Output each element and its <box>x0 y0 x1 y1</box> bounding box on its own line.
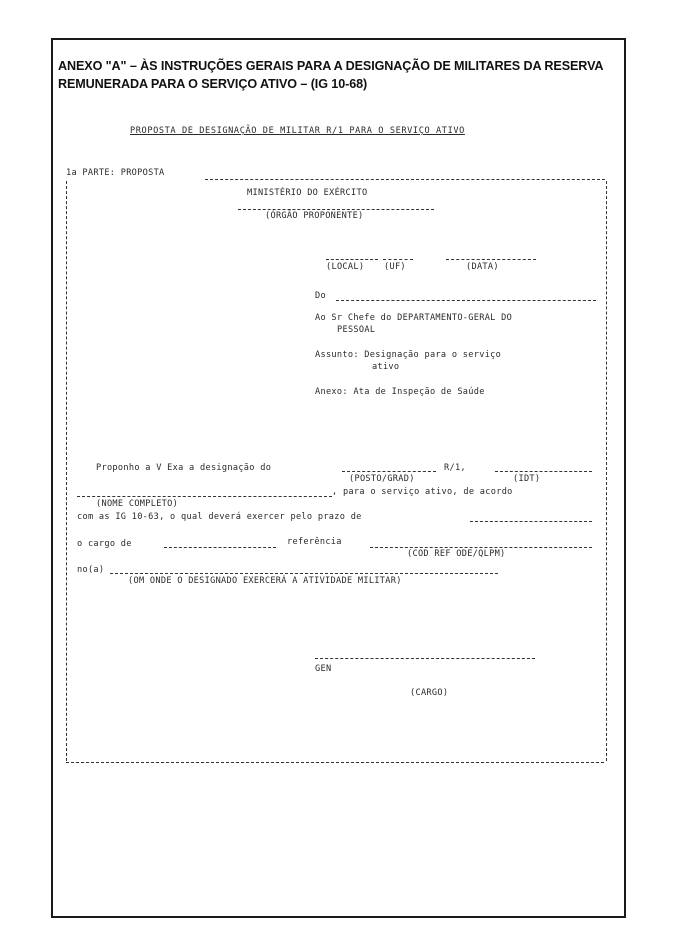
org-label: (ÓRGÃO PROPONENTE) <box>265 211 364 221</box>
box-right-border <box>606 181 607 761</box>
body-line-2: , para o serviço ativo, de acordo <box>332 487 513 497</box>
om-blank <box>110 573 498 574</box>
name-label: (NOME COMPLETO) <box>96 499 179 509</box>
uf-blank <box>383 259 413 260</box>
signature-blank <box>315 658 535 659</box>
om-label: (OM ONDE O DESIGNADO EXERCERÁ A ATIVIDADE MILITAR) <box>128 576 402 586</box>
cargo-label: (CARGO) <box>410 688 449 698</box>
form-title: PROPOSTA DE DESIGNAÇÃO DE MILITAR R/1 PARA O SERVIÇO ATIVO <box>130 126 465 136</box>
date-blank <box>446 259 536 260</box>
from-blank <box>336 300 596 301</box>
term-blank <box>470 521 592 522</box>
box-top-border <box>205 179 605 180</box>
gen-label: GEN <box>315 664 332 674</box>
from-label: Do <box>315 291 326 301</box>
attachment-line: Anexo: Ata de Inspeção de Saúde <box>315 387 485 397</box>
recipient-line-1: Ao Sr Chefe do DEPARTAMENTO-GERAL DO <box>315 313 513 323</box>
box-bottom-border <box>66 762 604 763</box>
box-left-border <box>66 181 67 761</box>
rank-blank <box>342 471 436 472</box>
uf-label: (UF) <box>384 262 406 272</box>
body-line-1: Proponho a V Exa a designação do <box>96 463 272 473</box>
name-blank <box>77 496 332 497</box>
date-label: (DATA) <box>466 262 499 272</box>
subject-line-1: Assunto: Designação para o serviço <box>315 350 502 360</box>
idt-label: (IDT) <box>513 474 541 484</box>
local-label: (LOCAL) <box>326 262 365 272</box>
body-line-3: com as IG 10-63, o qual deverá exercer pelo prazo de <box>77 512 362 522</box>
body-line-4b: referência <box>287 537 342 547</box>
body-line-4a: o cargo de <box>77 539 132 549</box>
annex-heading: ANEXO "A" – ÀS INSTRUÇÕES GERAIS PARA A DESIGNAÇÃO DE MILITARES DA RESERVA REMUNERADA PARA O SERVIÇO ATIVO – (IG 10-68) <box>58 59 603 91</box>
body-line-5: no(a) <box>77 565 105 575</box>
idt-blank <box>495 471 592 472</box>
recipient-line-2: PESSOAL <box>337 325 376 335</box>
rank-label: (POSTO/GRAD) <box>349 474 415 484</box>
r1-label: R/1, <box>444 463 466 473</box>
part-label: 1a PARTE: PROPOSTA <box>66 168 165 178</box>
ref-blank <box>370 547 592 548</box>
post-blank <box>164 547 276 548</box>
ministry-label: MINISTÉRIO DO EXÉRCITO <box>247 188 368 198</box>
ref-label: (COD REF ODE/QLPM) <box>407 549 506 559</box>
subject-line-2: ativo <box>372 362 400 372</box>
org-blank <box>238 209 434 210</box>
local-blank <box>326 259 378 260</box>
